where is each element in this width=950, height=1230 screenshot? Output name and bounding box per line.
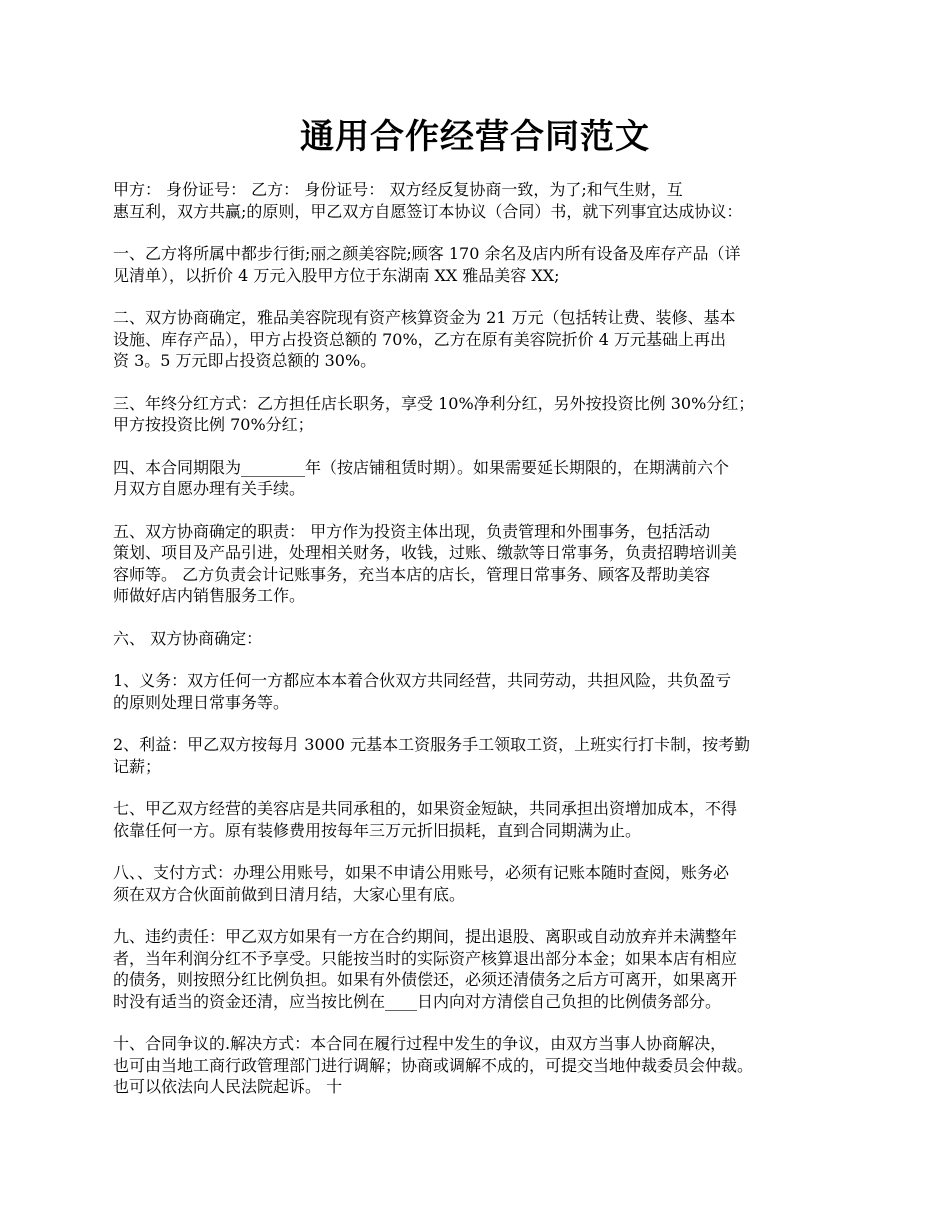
paragraph-line: 也可以依法向人民法院起诉。 十 bbox=[113, 1077, 343, 1096]
paragraph-line: 师做好店内销售服务工作。 bbox=[113, 586, 306, 605]
document-paragraph bbox=[113, 734, 873, 777]
paragraph-line: 七、甲乙双方经营的美容店是共同承租的，如果资金短缺，共同承担出资增加成本，不得 bbox=[113, 799, 738, 818]
document-paragraph bbox=[113, 798, 873, 841]
paragraph-line: 依靠任何一方。原有装修费用按每年三万元折旧损耗，直到合同期满为止。 bbox=[113, 820, 642, 840]
paragraph-line: 资 3。5 万元即占投资总额的 30%。 bbox=[113, 351, 377, 370]
paragraph-line: 也可由当地工商行政管理部门进行调解；协商或调解不成的，可提交当地仲裁委员会仲裁。 bbox=[113, 1055, 754, 1075]
paragraph-line: 甲方： 身份证号： 乙方： 身份证号： 双方经反复协商一致，为了;和气生财，互 bbox=[113, 180, 683, 199]
document-paragraph bbox=[113, 670, 873, 713]
paragraph-line: 见清单），以折价 4 万元入股甲方位于东湖南 XX 雅品美容 XX; bbox=[113, 265, 560, 285]
paragraph-line: 九、违约责任：甲乙双方如果有一方在合约期间，提出退股、离职或自动放弃并未满整年 bbox=[113, 927, 738, 946]
paragraph-line: 四、本合同期限为________年（按店铺租赁时期）。如果需要延长期限的，在期满前六个 bbox=[113, 457, 730, 477]
paragraph-line: 容师等。 乙方负责会计记账事务，充当本店的店长，管理日常事务、顾客及帮助美容 bbox=[113, 564, 711, 584]
paragraph-line: 时没有适当的资金还清，应当按比例在____日内向对方清偿自己负担的比例债务部分。 bbox=[113, 991, 722, 1011]
paragraph-line: 策划、项目及产品引进，处理相关财务，收钱，过账、缴款等日常事务，负责招聘培训美 bbox=[113, 543, 738, 562]
paragraph-line: 的债务，则按照分红比例负担。如果有外债偿还，必须还清债务之后方可离开，如果离开 bbox=[113, 970, 738, 989]
paragraph-line: 2、利益：甲乙双方按每月 3000 元基本工资服务手工领取工资，上班实行打卡制，按考勤 bbox=[113, 735, 751, 754]
paragraph-line: 惠互利，双方共赢;的原则，甲乙双方自愿签订本协议（合同）书，就下列事宜达成协议： bbox=[113, 201, 743, 221]
paragraph-line: 二、双方协商确定，雅品美容院现有资产核算资金为 21 万元（包括转让费、装修、基本 bbox=[113, 308, 736, 327]
document-paragraph bbox=[113, 179, 873, 222]
document-paragraph bbox=[113, 457, 873, 500]
document-body bbox=[113, 179, 873, 1119]
paragraph-line: 八、、支付方式：办理公用账号，如果不申请公用账号，必须有记账本随时查阅，账务必 bbox=[113, 863, 730, 882]
paragraph-line: 记薪； bbox=[113, 756, 162, 776]
document-title: 通用合作经营合同范文 bbox=[300, 117, 650, 157]
paragraph-line: 设施、库存产品），甲方占投资总额的 70%，乙方在原有美容院折价 4 万元基础上再出 bbox=[113, 329, 727, 349]
document-paragraph bbox=[113, 307, 873, 372]
paragraph-line: 者，当年利润分红不予享受。只能按当时的实际资产核算退出部分本金；如果本店有相应 bbox=[113, 948, 738, 968]
paragraph-line: 1、义务：双方任何一方都应本本着合伙双方共同经营，共同劳动，共担风险，共负盈亏 bbox=[113, 671, 732, 690]
paragraph-line: 六、 双方协商确定： bbox=[113, 628, 263, 648]
document-paragraph bbox=[113, 628, 873, 650]
paragraph-line: 月双方自愿办理有关手续。 bbox=[113, 479, 306, 498]
paragraph-line: 三、年终分红方式：乙方担任店长职务，享受 10%净利分红，另外按投资比例 30%分红； bbox=[113, 393, 755, 413]
document-paragraph bbox=[113, 1033, 873, 1098]
paragraph-line: 十、合同争议的.解决方式：本合同在履行过程中发生的争议，由双方当事人协商解决， bbox=[113, 1034, 727, 1053]
document-paragraph bbox=[113, 393, 873, 436]
paragraph-line: 五、双方协商确定的职责： 甲方作为投资主体出现，负责管理和外围事务，包括活动 bbox=[113, 521, 711, 541]
document-paragraph bbox=[113, 926, 873, 1012]
paragraph-line: 一、乙方将所属中都步行街;丽之颜美容院;顾客 170 余名及店内所有设备及库存产品（详 bbox=[113, 244, 741, 263]
document-paragraph bbox=[113, 243, 873, 286]
document-paragraph bbox=[113, 862, 873, 905]
document-paragraph bbox=[113, 521, 873, 607]
paragraph-line: 的原则处理日常事务等。 bbox=[113, 692, 290, 712]
paragraph-line: 甲方按投资比例 70%分红； bbox=[113, 415, 314, 434]
paragraph-line: 须在双方合伙面前做到日清月结，大家心里有底。 bbox=[113, 884, 466, 904]
